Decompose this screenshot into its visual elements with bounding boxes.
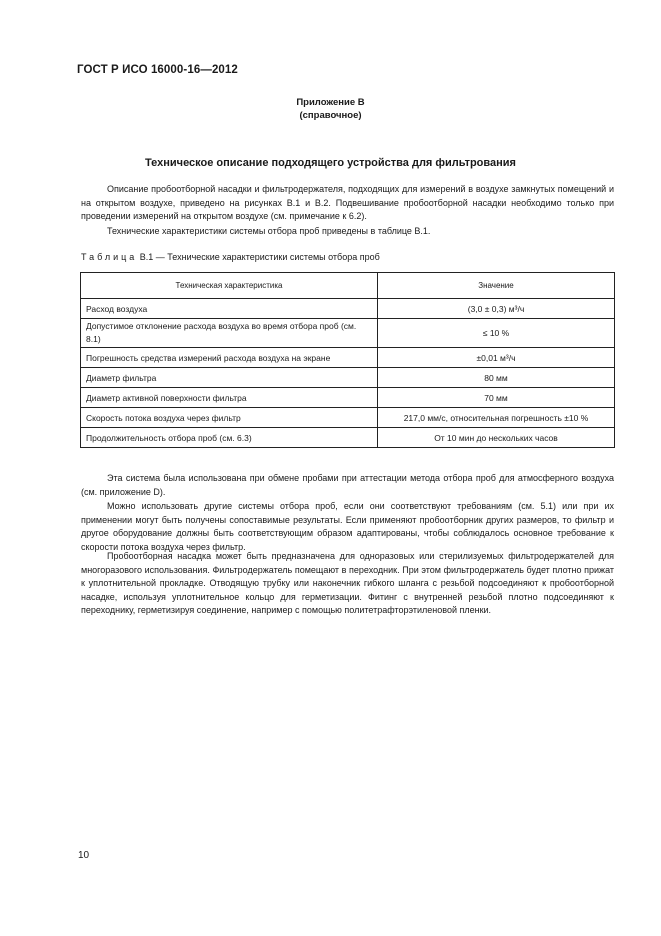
page-number: 10 <box>78 850 90 861</box>
row-value: ±0,01 м³/ч <box>378 348 615 368</box>
paragraph-text: Можно использовать другие системы отбора проб, если они соответствуют требованиям (см. 5.1) или при их применении могут быть получены сопоставимые результаты. Если применяют пробоотборник других размеров, то фильтр и другое оборудование должны быть соответствующим образом адаптированы, чтобы соблюдалось основное требование к скорости потока воздуха через фильтр. <box>81 501 614 552</box>
table-row <box>81 408 615 428</box>
table-caption-prefix: Таблица <box>81 252 138 262</box>
annex-title: Приложение В <box>296 97 365 108</box>
row-value: 80 мм <box>378 368 615 388</box>
paragraph <box>81 500 614 554</box>
row-name: Допустимое отклонение расхода воздуха во время отбора проб (см. 8.1) <box>81 319 378 348</box>
paragraph <box>81 472 614 499</box>
table-row <box>81 388 615 408</box>
table-row <box>81 319 615 348</box>
table-row <box>81 299 615 319</box>
paragraph-text: Описание пробоотборной насадки и фильтродержателя, подходящих для измерений в воздухе замкнутых помещений и на открытом воздухе, приведено на рисунках В.1 и В.2. Подвешивание пробоотборной насадки необходимо только при проведении измерений на открытом воздухе (см. примечание к 6.2). <box>81 184 614 221</box>
column-header-characteristic: Техническая характеристика <box>81 273 378 299</box>
row-name: Диаметр фильтра <box>81 368 378 388</box>
table-header-row <box>81 273 615 299</box>
row-value: 217,0 мм/с, относительная погрешность ±10 % <box>378 408 615 428</box>
row-name: Диаметр активной поверхности фильтра <box>81 388 378 408</box>
row-value: 70 мм <box>378 388 615 408</box>
paragraph-text: Технические характеристики системы отбора проб приведены в таблице В.1. <box>107 226 431 236</box>
row-name: Скорость потока воздуха через фильтр <box>81 408 378 428</box>
paragraph <box>81 225 614 239</box>
row-name: Продолжительность отбора проб (см. 6.3) <box>81 428 378 448</box>
paragraph <box>81 550 614 618</box>
paragraph-text: Пробоотборная насадка может быть предназначена для одноразовых или стерилизуемых фильтродержателей для многоразового использования. Фильтродержатель помещают в переходник. При этом фильтродержатель будет плотно прижат к уплотнительной прокладке. Отводящую трубку или наконечник гибкого шланга с резьбой подсоединяют к пробоотборной насадке, используя уплотнительное кольцо для герметизации. Фитинг с внутренней резьбой плотно подсоединяют к переходнику, герметизируя соединение, например с помощью политетрафторэтиленовой пленки. <box>81 551 614 615</box>
section-title: Техническое описание подходящего устройства для фильтрования <box>145 157 516 169</box>
row-value: (3,0 ± 0,3) м³/ч <box>378 299 615 319</box>
standard-header: ГОСТ Р ИСО 16000-16—2012 <box>77 64 238 76</box>
row-name: Расход воздуха <box>81 299 378 319</box>
table-row <box>81 428 615 448</box>
characteristics-table <box>80 272 615 448</box>
table-row <box>81 368 615 388</box>
row-value: От 10 мин до нескольких часов <box>378 428 615 448</box>
column-header-value: Значение <box>378 273 615 299</box>
row-value: ≤ 10 % <box>378 319 615 348</box>
paragraph-text: Эта система была использована при обмене пробами при аттестации метода отбора проб для атмосферного воздуха (см. приложение D). <box>81 473 614 497</box>
table-caption <box>81 252 380 262</box>
paragraph <box>81 183 614 224</box>
row-name: Погрешность средства измерений расхода воздуха на экране <box>81 348 378 368</box>
table-caption-text: В.1 — Технические характеристики системы отбора проб <box>137 252 380 262</box>
annex-status: (справочное) <box>299 110 362 121</box>
table-row <box>81 348 615 368</box>
